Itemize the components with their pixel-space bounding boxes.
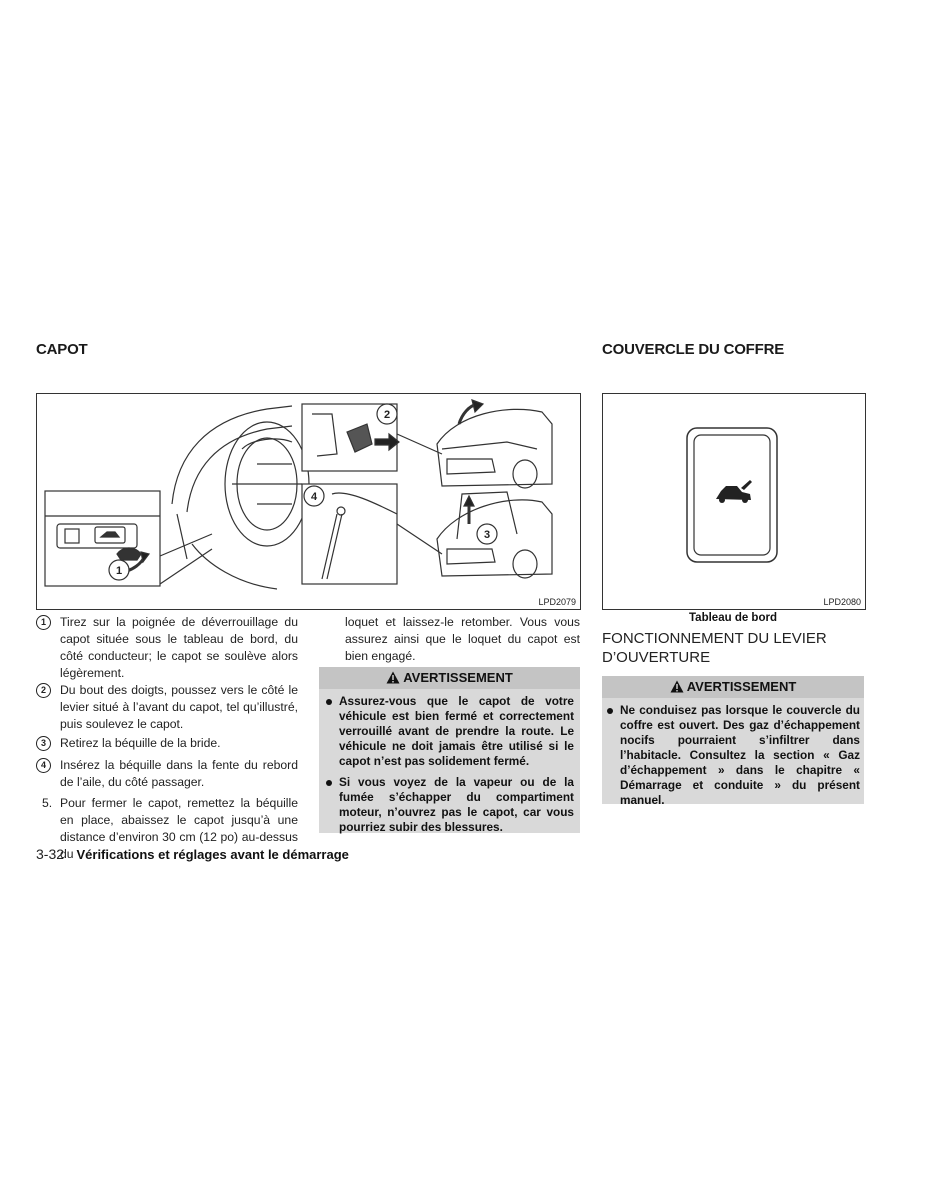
warning-triangle-icon <box>670 680 684 693</box>
hood-figure <box>36 393 581 610</box>
subheading <box>602 629 864 667</box>
footer-section-title: Vérifications et réglages avant le démarrage <box>76 847 349 862</box>
warning-title: AVERTISSEMENT <box>686 679 797 694</box>
subheading-line-2: D’OUVERTURE <box>602 649 711 666</box>
step-text: Du bout des doigts, poussez vers le côté le levier situé à l’avant du capot, tel qu’illustré, puis soulevez le capot. <box>60 683 298 731</box>
callout-2: 2 <box>383 409 391 421</box>
step-number: 3 <box>36 736 51 751</box>
warning-header <box>319 667 580 689</box>
trunk-warning-box <box>602 676 864 807</box>
step-number: 2 <box>36 683 51 698</box>
figure-code: LPD2079 <box>538 597 576 607</box>
trunk-switch-illustration <box>603 394 865 609</box>
step-text: Retirez la béquille de la bride. <box>60 736 221 750</box>
section-heading-trunk: COUVERCLE DU COFFRE <box>602 341 785 358</box>
callout-3: 3 <box>483 529 491 541</box>
step-text: Tirez sur la poignée de déverrouillage du capot située sous le tableau de bord, du côté conducteur; le capot se soulève alors légèrement. <box>60 615 298 680</box>
step-number: 5. <box>42 796 53 810</box>
step-1 <box>36 614 298 682</box>
step-number: 1 <box>36 615 51 630</box>
trunk-open-icon <box>716 480 752 503</box>
hood-release-illustration <box>37 394 580 609</box>
step-4 <box>36 757 298 793</box>
step-3 <box>36 735 298 755</box>
callout-4: 4 <box>310 491 318 503</box>
callout-1: 1 <box>115 565 123 577</box>
subheading-line-1: FONCTIONNEMENT DU LEVIER <box>602 630 827 647</box>
trunk-figure <box>602 393 866 610</box>
section-heading-capot: CAPOT <box>36 341 88 358</box>
warning-bullet: Ne conduisez pas lorsque le couvercle du coffre est ouvert. Des gaz d’échappement nocifs pourraient s’infiltrer dans l’habitacle. Consultez la section « Gaz d’échappement » dans le chapitre « Démarrage et conduite » du présent manuel. <box>602 703 860 808</box>
step-text: Insérez la béquille dans la fente du rebord de l’aile, du côté passager. <box>60 758 298 789</box>
warning-header <box>602 676 864 698</box>
hood-warning-box <box>319 667 580 833</box>
step-text: Pour fermer le capot, remettez la béquille en place, abaissez le capot jusqu’à une distance d’environ 30 cm (12 po) au-dessus du <box>60 796 298 861</box>
step-number: 4 <box>36 758 51 773</box>
page-number: 3-32 <box>36 846 65 862</box>
warning-bullet: Si vous voyez de la vapeur ou de la fumée s’échapper du compartiment moteur, n’ouvrez pas le capot, car vous pourriez subir des blessures. <box>321 775 574 835</box>
warning-bullet: Assurez-vous que le capot de votre véhicule est bien fermé et correctement verrouillé avant de prendre la route. Le véhicule ne doit jamais être utilisé si le capot n’est pas solidement fermé. <box>321 694 574 769</box>
figure-caption: Tableau de bord <box>689 612 777 624</box>
step-2 <box>36 682 298 734</box>
warning-triangle-icon <box>386 671 400 684</box>
figure-code: LPD2080 <box>823 597 861 607</box>
page-footer <box>36 846 596 866</box>
continuation-text: loquet et laissez-le retomber. Vous vous assurez ainsi que le loquet du capot est bien engagé. <box>345 615 580 663</box>
warning-title: AVERTISSEMENT <box>403 670 513 685</box>
